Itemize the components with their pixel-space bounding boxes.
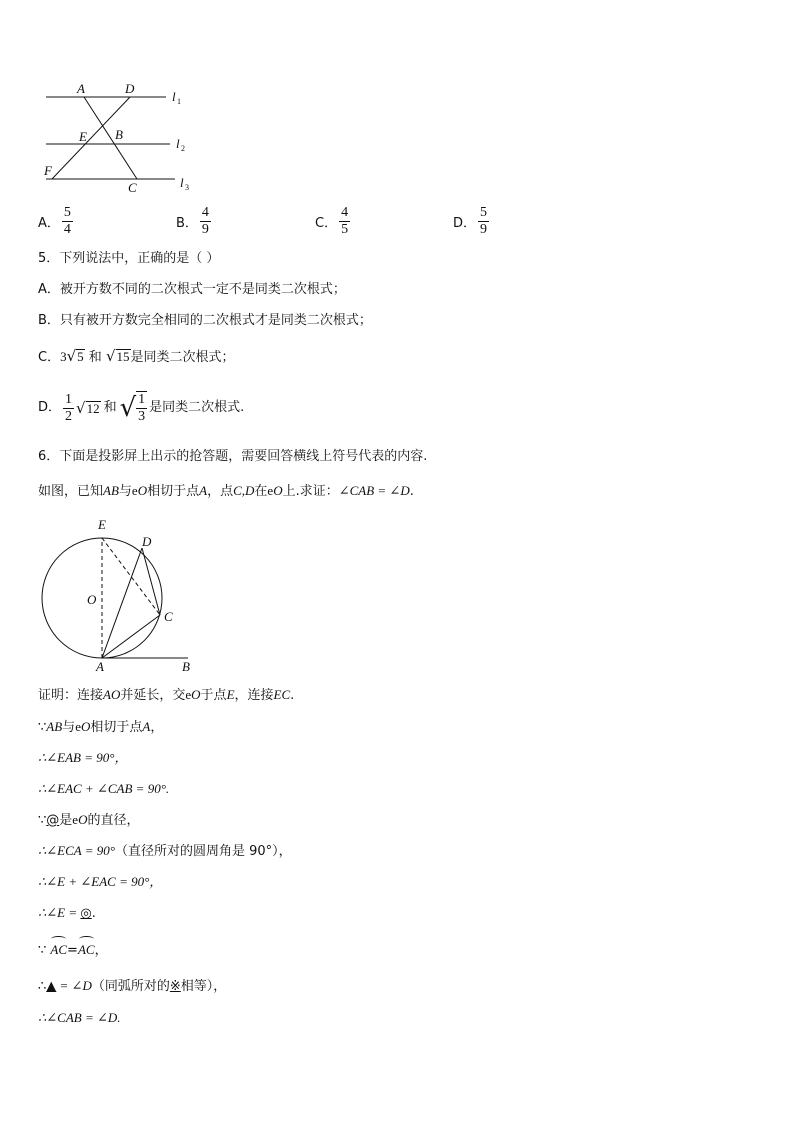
proof-line-9: ∵ AC=AC， — [38, 939, 108, 961]
proof-line-4: ∴∠EAC + ∠CAB = 90°. — [38, 781, 170, 796]
segment-AC — [102, 615, 160, 658]
arc-ac-1: AC — [50, 939, 67, 961]
blank-at[interactable]: @ — [46, 813, 60, 828]
proof-line-11: ∴∠CAB = ∠D. — [38, 1010, 121, 1025]
option-b-letter: B． — [176, 215, 198, 231]
label-l2-sub: 2 — [181, 144, 185, 153]
proof-line-7: ∴∠E + ∠EAC = 90°， — [38, 874, 163, 889]
proof-line-1: 证明：连接AO并延长，交eO于点E，连接EC. — [38, 687, 295, 703]
fig2-label-A: A — [96, 659, 104, 674]
label-D: D — [125, 81, 135, 96]
circle-tangent-figure — [36, 514, 206, 676]
q5-d-half: $\frac{1}{2}$ — [65, 391, 73, 424]
segment-EC — [102, 538, 160, 615]
label-l2: l — [176, 136, 180, 151]
option-c[interactable] — [315, 201, 352, 241]
option-a[interactable] — [38, 201, 75, 241]
option-d-fraction: $\frac{5}{9}$ — [480, 204, 488, 237]
parallel-lines-figure — [30, 76, 210, 196]
option-b[interactable] — [176, 201, 213, 241]
blank-reference[interactable]: ※ — [169, 979, 181, 994]
q6-given: 如图，已知AB与eO相切于点A，点C,D在eO上.求证：∠CAB = ∠D. — [38, 483, 414, 499]
label-F: F — [44, 163, 52, 178]
option-b-fraction: $\frac{4}{9}$ — [201, 204, 209, 237]
label-A: A — [77, 81, 85, 96]
option-d-letter: D． — [453, 215, 477, 231]
option-a-letter: A． — [38, 215, 60, 231]
q5-option-a[interactable]: A．被开方数不同的二次根式一定不是同类二次根式； — [38, 282, 346, 297]
option-c-letter: C． — [315, 215, 338, 231]
blank-triangle[interactable]: ▲ — [46, 979, 57, 994]
option-a-fraction: $\frac{5}{4}$ — [63, 204, 71, 237]
arc-ac-2: AC — [78, 939, 95, 961]
fig2-label-D: D — [142, 534, 152, 549]
blank-circle[interactable]: ◎ — [80, 906, 92, 921]
q5-option-d[interactable]: D． $\frac{1}{2}$ √ 12 和 √ $\frac{1}{3}$ 是同类二次根式. — [38, 391, 245, 424]
q5-option-b[interactable]: B．只有被开方数完全相同的二次根式才是同类二次根式； — [38, 313, 372, 328]
q5-stem: 5．下列说法中，正确的是（ ） — [38, 251, 220, 266]
label-B: B — [115, 127, 123, 142]
segment-AD — [102, 548, 142, 658]
label-l3-sub: 3 — [185, 183, 189, 192]
segment-AC — [84, 97, 137, 179]
proof-line-10: ∴▲ = ∠D（同弧所对的※相等）， — [38, 978, 227, 994]
proof-line-8: ∴∠E = ◎. — [38, 905, 96, 921]
proof-line-2: ∵AB与eO相切于点A， — [38, 719, 164, 735]
fig2-label-B: B — [182, 659, 190, 674]
q6-stem: 6．下面是投影屏上出示的抢答题，需要回答横线上符号代表的内容. — [38, 449, 428, 464]
fig2-label-E: E — [98, 517, 106, 532]
q5-option-c[interactable]: C．3√5 和 √15是同类二次根式； — [38, 347, 235, 365]
fig2-label-C: C — [164, 609, 173, 624]
label-E: E — [79, 129, 87, 144]
proof-line-3: ∴∠EAB = 90°， — [38, 750, 128, 765]
option-c-fraction: $\frac{4}{5}$ — [341, 204, 349, 237]
fig2-label-O: O — [87, 592, 97, 607]
proof-line-6: ∴∠ECA = 90°（直径所对的圆周角是 90°）， — [38, 843, 292, 859]
proof-line-5: ∵@是eO的直径， — [38, 812, 140, 828]
segment-DC — [142, 548, 160, 615]
q5-d-sqrt-third: √ $\frac{1}{3}$ — [119, 392, 146, 424]
label-l1: l — [172, 89, 176, 104]
option-d[interactable] — [453, 201, 491, 241]
label-l1-sub: 1 — [177, 97, 181, 106]
label-l3: l — [180, 175, 184, 190]
label-C: C — [128, 180, 137, 195]
